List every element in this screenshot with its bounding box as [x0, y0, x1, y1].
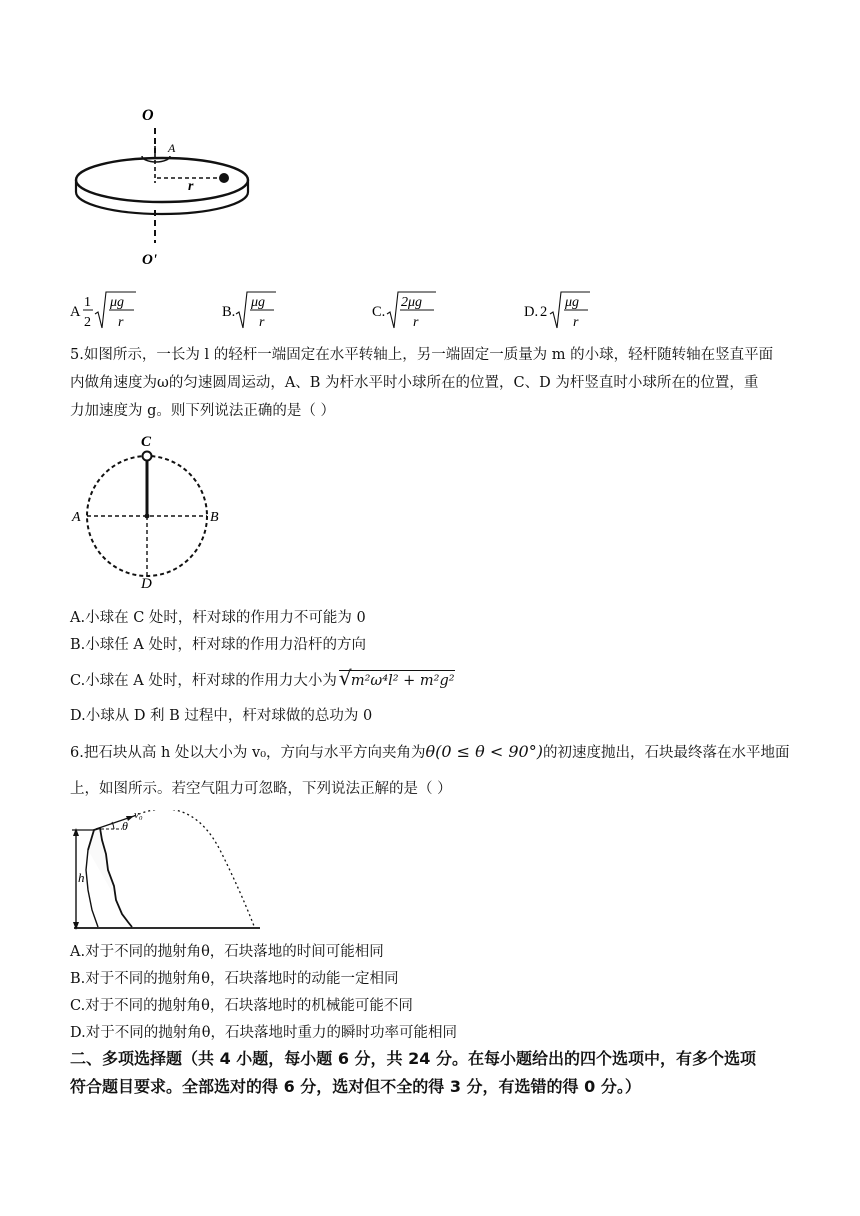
svg-text:r: r [573, 315, 579, 330]
section-2-heading-line-1: 二、多项选择题（共 4 小题，每小题 6 分，共 24 分。在每小题给出的四个选项中，有多个选项 [70, 1049, 756, 1068]
svg-text:A: A [70, 304, 81, 320]
svg-text:2: 2 [84, 315, 91, 330]
height-h-label: h [78, 870, 85, 885]
radius-r-label: r [188, 179, 194, 194]
pivot [145, 514, 150, 519]
svg-text:r: r [259, 315, 265, 330]
q5-option-d: D.小球从 D 利 B 过程中，杆对球做的总功为 0 [70, 708, 373, 724]
v0-label: v₀ [134, 810, 143, 821]
svg-text:μg: μg [110, 295, 125, 310]
ball [143, 452, 152, 461]
svg-text:D.: D. [524, 304, 539, 320]
q6-projectile-figure [70, 810, 270, 935]
q4-disk-figure [72, 98, 250, 270]
q5-stem-line-3: 力加速度为 g。则下列说法正确的是（ ） [70, 403, 335, 419]
q5-option-b: B.小球任 A 处时，杆对球的作用力沿杆的方向 [70, 637, 366, 653]
axis-o-label: O [142, 107, 154, 124]
section-2-heading-line-2: 符合题目要求。全部选对的得 6 分，选对但不全的得 3 分，有选错的得 0 分。） [70, 1077, 641, 1096]
q4-option-a [70, 288, 140, 336]
q5-option-c: C.小球在 A 处时，杆对球的作用力大小为 √ m²ω⁴l² + m²g² [70, 666, 455, 690]
point-d-label: D [141, 576, 152, 592]
rotation-a-label: A [168, 141, 176, 155]
q5-stem-line-2: 内做角速度为ω的匀速圆周运动，A、B 为杆水平时小球所在的位置，C、D 为杆竖直时小球所在的位置，重 [70, 375, 759, 391]
q6-option-c: C.对于不同的抛射角θ，石块落地时的机械能可能不同 [70, 998, 413, 1014]
point-a-label: A [72, 510, 81, 525]
q6-option-d: D.对于不同的抛射角θ，石块落地时重力的瞬时功率可能相同 [70, 1025, 457, 1041]
svg-text:C.: C. [372, 304, 386, 320]
svg-text:B.: B. [222, 304, 236, 320]
svg-text:1: 1 [84, 295, 91, 310]
svg-text:r: r [413, 315, 419, 330]
q5-option-a: A.小球在 C 处时，杆对球的作用力不可能为 0 [70, 610, 366, 626]
q5-stem-line-1: 5.如图所示，一长为 l 的轻杆一端固定在水平转轴上，另一端固定一质量为 m 的小球，轻杆随转轴在竖直平面 [70, 347, 774, 363]
theta-label: θ [122, 819, 128, 833]
svg-text:r: r [118, 315, 124, 330]
q6-stem-line-1: 6.把石块从高 h 处以大小为 v₀，方向与水平方向夹角为θ(0 ≤ θ < 90°)的初速度抛出，石块最终落在水平地面 [70, 742, 790, 761]
q5-circle-figure [70, 432, 230, 592]
q6-stem-line-2: 上，如图所示。若空气阻力可忽略，下列说法正解的是（ ） [70, 781, 452, 797]
axis-o-prime-label: O' [142, 252, 157, 268]
svg-text:μg: μg [565, 295, 580, 310]
svg-text:μg: μg [251, 295, 266, 310]
object-on-disk [219, 173, 229, 183]
q4-option-d [524, 288, 594, 336]
q6-option-b: B.对于不同的抛射角θ，石块落地时的动能一定相同 [70, 971, 399, 987]
point-c-label: C [141, 434, 152, 450]
q6-option-a: A.对于不同的抛射角θ，石块落地的时间可能相同 [70, 944, 384, 960]
q4-option-c [372, 288, 442, 336]
svg-text:2μg: 2μg [401, 295, 423, 310]
point-b-label: B [210, 510, 219, 525]
q4-option-b [222, 288, 282, 336]
svg-text:2: 2 [540, 304, 548, 320]
